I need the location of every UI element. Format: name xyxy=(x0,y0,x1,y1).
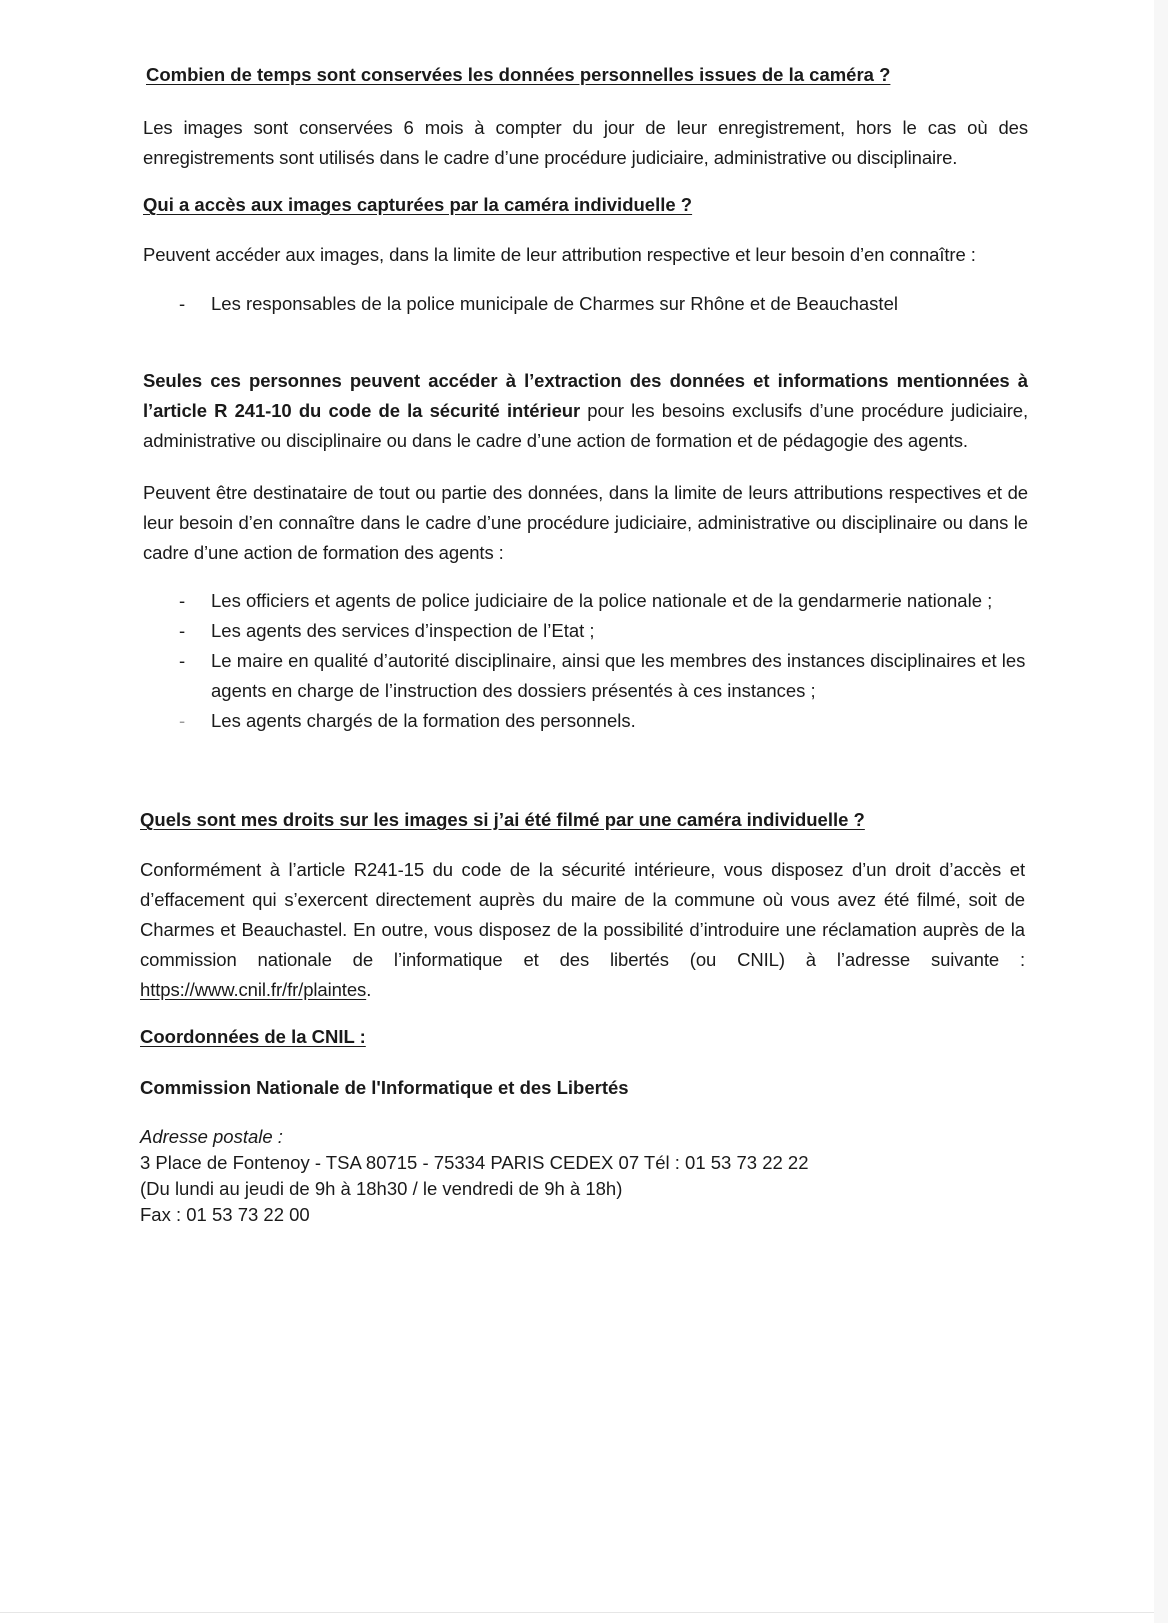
list-item xyxy=(143,586,1043,616)
address-line: 3 Place de Fontenoy - TSA 80715 - 75334 PARIS CEDEX 07 Tél : 01 53 73 22 22 xyxy=(140,1152,809,1173)
list-item-text: Les officiers et agents de police judiciaire de la police nationale et de la gendarmerie nationale ; xyxy=(211,590,993,611)
list-dash: - xyxy=(179,620,186,641)
extraction-rest-text: pour les besoins exclusifs d’une procédure judiciaire, administrative ou disciplinaire ou dans le cadre d’une action de formation et de pédagogie des agents. xyxy=(143,400,1028,451)
fax-number: Fax : 01 53 73 22 00 xyxy=(140,1204,310,1225)
opening-hours: (Du lundi au jeudi de 9h à 18h30 / le vendredi de 9h à 18h) xyxy=(140,1178,623,1199)
recipients-intro: Peuvent être destinataire de tout ou partie des données, dans la limite de leurs attributions respectives et de leur besoin d’en connaître dans le cadre d’une procédure judiciaire, administrative ou disciplinaire ou dans le cadre d’une action de formation des agents : xyxy=(143,482,1028,563)
list-dash: - xyxy=(179,293,186,314)
list-dash: - xyxy=(179,590,186,611)
access-list xyxy=(143,289,1043,319)
rights-heading: Quels sont mes droits sur les images si j’ai été filmé par une caméra individuelle ? xyxy=(140,809,865,830)
list-item xyxy=(143,706,1043,736)
extraction-bold-text: Seules ces personnes peuvent accéder à l’extraction des données et informations mentionnées à l’article R 241-10 du code de la sécurité intérieur xyxy=(143,370,1028,421)
retention-heading: Combien de temps sont conservées les données personnelles issues de la caméra ? xyxy=(146,64,891,85)
rights-body: Conformément à l’article R241-15 du code de la sécurité intérieure, vous disposez d’un droit d’accès et d’effacement qui s’exercent directement auprès du maire de la commune où vous avez été filmé, soit de Charmes et Beauchastel. En outre, vous disposez de la possibilité d’introduire une réclamation auprès de la commission nationale de l’informatique et des libertés (ou CNIL) à l’adresse suivante : xyxy=(140,859,1025,970)
address-label: Adresse postale : xyxy=(140,1126,283,1147)
extraction-paragraph xyxy=(143,366,1028,456)
list-item xyxy=(143,289,1043,319)
rights-text xyxy=(140,855,1025,1005)
page-edge xyxy=(1154,0,1168,1623)
list-item xyxy=(143,616,1043,646)
recipients-list xyxy=(143,586,1043,736)
cnil-complaint-link[interactable]: https://www.cnil.fr/fr/plaintes xyxy=(140,979,367,1000)
cnil-address-block xyxy=(140,1124,1040,1228)
access-heading: Qui a accès aux images capturées par la caméra individuelle ? xyxy=(143,194,693,215)
cnil-heading: Coordonnées de la CNIL : xyxy=(140,1026,366,1047)
list-item-text: Les agents chargés de la formation des personnels. xyxy=(211,710,636,731)
list-item-text: Les agents des services d’inspection de l’Etat ; xyxy=(211,620,595,641)
retention-text: Les images sont conservées 6 mois à compter du jour de leur enregistrement, hors le cas où des enregistrements sont utilisés dans le cadre d’une procédure judiciaire, administrative ou disciplinaire. xyxy=(143,117,1028,168)
link-suffix: . xyxy=(366,979,372,1000)
list-dash: - xyxy=(179,650,186,671)
list-item-text: Le maire en qualité d’autorité disciplinaire, ainsi que les membres des instances disciplinaires et les agents en charge de l’instruction des dossiers présentés à ces instances ; xyxy=(211,650,1026,701)
cnil-org-name: Commission Nationale de l'Informatique et des Libertés xyxy=(140,1077,629,1098)
access-intro: Peuvent accéder aux images, dans la limite de leur attribution respective et leur besoin d’en connaître : xyxy=(143,244,976,265)
list-item-text: Les responsables de la police municipale de Charmes sur Rhône et de Beauchastel xyxy=(211,293,898,314)
list-dash: - xyxy=(179,710,186,731)
list-item xyxy=(143,646,1031,706)
